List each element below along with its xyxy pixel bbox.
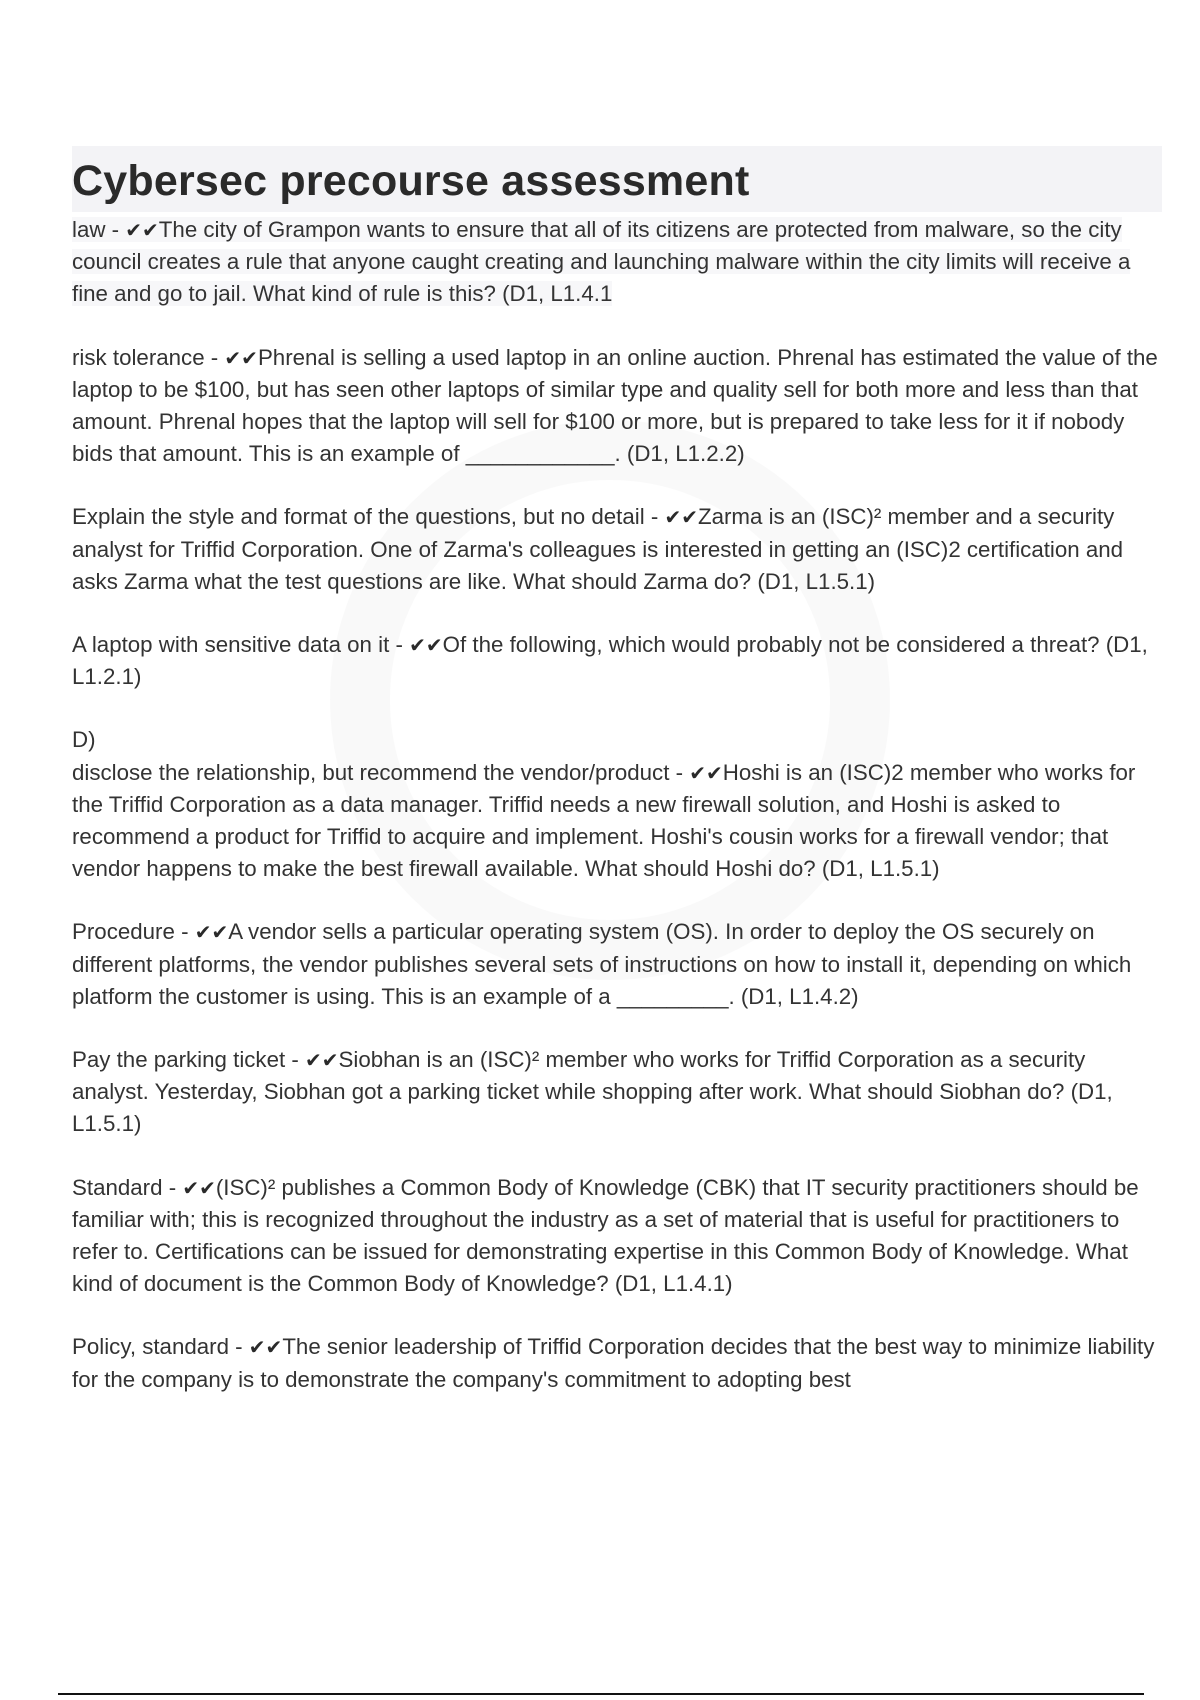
double-check-icon: ✔✔: [224, 345, 258, 370]
question-text: The senior leadership of Triffid Corporation decides that the best way to minimize liability for the company is to demonstrate the company's commitment to adopting best: [72, 1334, 1155, 1392]
qa-entry: [72, 724, 1162, 885]
document-page: [72, 146, 1162, 1396]
double-check-icon: ✔✔: [125, 218, 159, 242]
question-text: Of the following, which would probably not be considered a threat? (D1, L1.2.1): [72, 632, 1148, 690]
double-check-icon: ✔✔: [689, 760, 723, 785]
qa-entry: [72, 916, 1162, 1013]
qa-entry: [72, 1331, 1162, 1395]
double-check-icon: ✔✔: [664, 505, 698, 530]
question-text: The city of Grampon wants to ensure that all of its citizens are protected from malware, so the city council creates a rule that anyone caught creating and launching malware within the city limits will receive a fine and go to jail. What kind of rule is this? (D1, L1.4.1: [72, 217, 1131, 307]
double-check-icon: ✔✔: [248, 1335, 283, 1360]
answer-text: disclose the relationship, but recommend the vendor/product -: [72, 759, 690, 785]
qa-entry: [72, 214, 1162, 311]
qa-entry: [72, 342, 1162, 471]
qa-entry-text: [72, 217, 1130, 306]
question-text: Hoshi is an (ISC)2 member who works for the Triffid Corporation as a data manager. Triffid needs a new firewall solution, and Hoshi is asked to recommend a product for Triffid to acquire and implement. Hoshi's cousin works for a firewall vendor; that vendor happens to make the best firewall available. What should Hoshi do? (D1, L1.5.1): [72, 759, 1136, 882]
qa-entry: [72, 501, 1162, 598]
question-text: Phrenal is selling a used laptop in an online auction. Phrenal has estimated the value of the laptop to be $100, but has seen other laptops of similar type and quality sell for both more and less than that amount. Phrenal hopes that the laptop will sell for $100 or more, but is prepared to take less for it if nobody bids that amount. This is an example of ____________. (D1, L1.2.2): [72, 344, 1158, 467]
answer-text: risk tolerance -: [72, 344, 225, 370]
title-bar: [72, 146, 1162, 212]
answer-text: Procedure -: [72, 919, 195, 945]
question-text: Siobhan is an (ISC)² member who works for Triffid Corporation as a security analyst. Yesterday, Siobhan got a parking ticket while shopping after work. What should Siobhan do? (D1, L1.5.1): [72, 1047, 1113, 1137]
answer-text: Explain the style and format of the questions, but no detail -: [72, 504, 665, 530]
footer-divider: [58, 1693, 1144, 1695]
answer-text: Pay the parking ticket -: [72, 1047, 305, 1073]
question-text: (ISC)² publishes a Common Body of Knowledge (CBK) that IT security practitioners should be familiar with; this is recognized throughout the industry as a set of material that is useful for practitioners to refer to. Certifications can be issued for demonstrating expertise in this Common Body of Knowledge. What kind of document is the Common Body of Knowledge? (D1, L1.4.1): [72, 1174, 1139, 1297]
question-text: Zarma is an (ISC)² member and a security analyst for Triffid Corporation. One of Zarma's colleagues is interested in getting an (ISC)2 certification and asks Zarma what the test questions are like. What should Zarma do? (D1, L1.5.1): [72, 504, 1124, 594]
answer-text: Standard -: [72, 1174, 183, 1200]
entries-list: [72, 214, 1162, 1396]
answer-text: A laptop with sensitive data on it -: [72, 632, 410, 658]
double-check-icon: ✔✔: [182, 1175, 216, 1200]
qa-entry: [72, 629, 1162, 693]
double-check-icon: ✔✔: [305, 1048, 339, 1073]
qa-entry: [72, 1044, 1162, 1141]
double-check-icon: ✔✔: [409, 633, 443, 658]
answer-text: law -: [72, 217, 126, 242]
option-prefix: D): [72, 727, 96, 753]
qa-entry: [72, 1172, 1162, 1301]
answer-text: Policy, standard -: [72, 1334, 249, 1360]
page-title: Cybersec precourse assessment: [72, 156, 750, 205]
question-text: A vendor sells a particular operating system (OS). In order to deploy the OS securely on different platforms, the vendor publishes several sets of instructions on how to install it, depending on which platform the customer is using. This is an example of a _________. (D1, L1.4.2): [72, 919, 1132, 1009]
double-check-icon: ✔✔: [194, 920, 229, 945]
